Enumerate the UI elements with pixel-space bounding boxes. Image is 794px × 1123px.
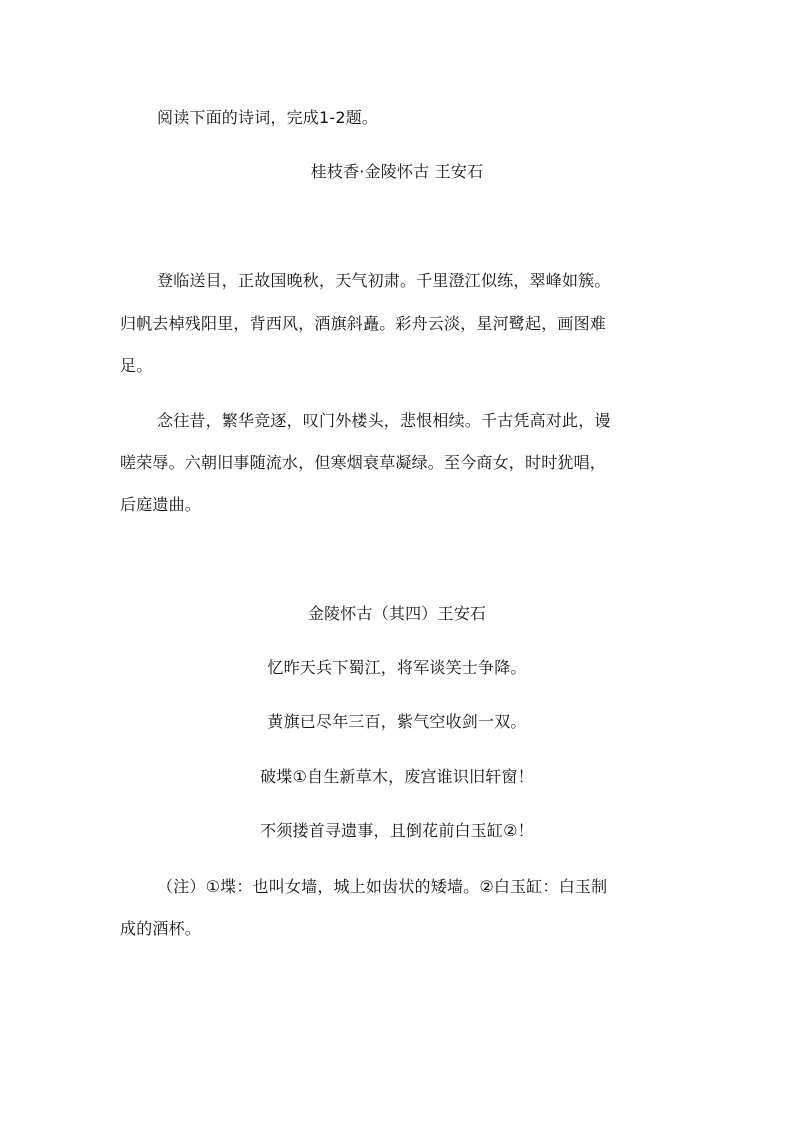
poem2-heading: 金陵怀古（其四）王安石: [307, 604, 487, 623]
poem1-stanza2-line2: 嗟荣辱。六朝旧事随流水，但寒烟衰草凝绿。至今商女，时时犹唱，: [120, 453, 607, 472]
poem1-stanza1-line1: 登临送目，正故国晚秋，天气初肃。千里澄江似练，翠峰如簇。: [157, 271, 611, 290]
poem1-stanza2-line3: 后庭遗曲。: [120, 495, 202, 514]
question-intro: 阅读下面的诗词，完成1-2题。: [157, 108, 379, 127]
note-line1: （注）①堞：也叫女墙，城上如齿状的矮墙。②白玉缸：白玉制: [157, 877, 608, 896]
poem1-stanza2-line1: 念往昔，繁华竞逐，叹门外楼头，悲恨相续。千古凭高对此，谩: [157, 411, 611, 430]
poem2-line4: 不须搂首寻遗事，且倒花前白玉缸②！: [260, 821, 534, 840]
poem1-heading: 桂枝香·金陵怀古 王安石: [310, 162, 484, 181]
poem2-line3: 破堞①自生新草木，废宫谁识旧轩窗！: [260, 767, 534, 786]
poem1-stanza1-line2: 归帆去棹残阳里，背西风，酒旗斜矗。彩舟云淡，星河鹭起，画图难: [120, 314, 607, 333]
poem2-line2: 黄旗已尽年三百，紫气空收剑一双。: [267, 712, 527, 731]
note-line2: 成的酒杯。: [120, 919, 202, 938]
poem1-stanza1-line3: 足。: [120, 356, 153, 375]
poem2-line1: 忆昨天兵下蜀江，将军谈笑士争降。: [267, 658, 527, 677]
